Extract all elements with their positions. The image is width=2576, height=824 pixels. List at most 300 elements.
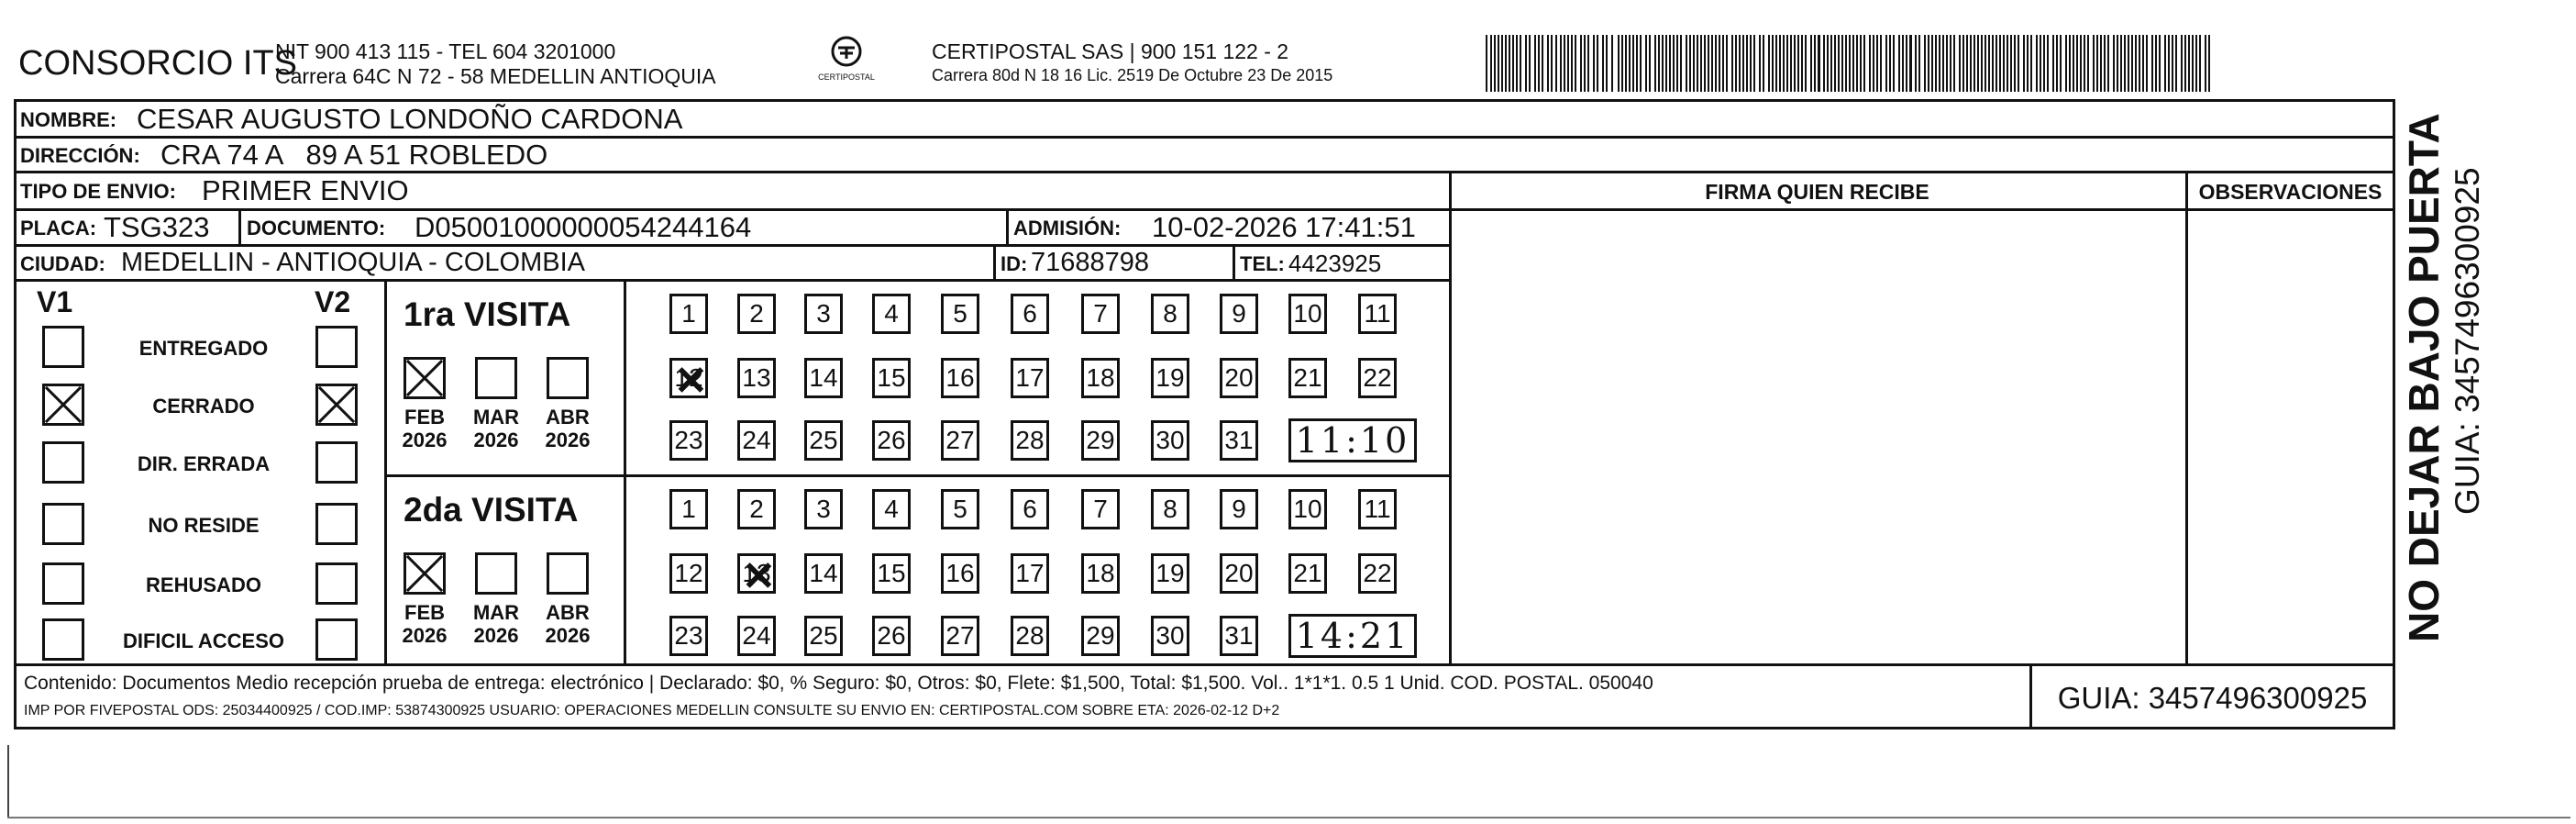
day-box[interactable]: 29 xyxy=(1081,420,1120,461)
day-box[interactable]: 3 xyxy=(804,294,843,334)
barcode-bar xyxy=(2208,35,2210,92)
day-box[interactable]: 31 xyxy=(1220,420,1258,461)
day-box[interactable]: 7 xyxy=(1081,489,1120,529)
status-label: DIFICIL ACCESO xyxy=(122,629,284,652)
direccion-value: CRA 74 A 89 A 51 ROBLEDO xyxy=(160,139,548,171)
barcode-bar xyxy=(2199,35,2201,92)
barcode-bar xyxy=(1560,35,1562,92)
tel-label: TEL: xyxy=(1240,252,1285,275)
barcode-bar xyxy=(1498,35,1499,92)
barcode-bar xyxy=(1797,35,1799,92)
barcode-bar xyxy=(1909,35,1912,92)
month-checkbox[interactable] xyxy=(547,552,589,595)
status-v1-checkbox[interactable] xyxy=(42,326,84,368)
barcode-bar xyxy=(1621,35,1623,92)
barcode-bar xyxy=(2120,35,2122,92)
day-box[interactable]: 30 xyxy=(1151,616,1189,656)
barcode-bar xyxy=(1823,35,1825,92)
day-box[interactable]: 15 xyxy=(872,358,911,398)
barcode-bar xyxy=(1580,35,1582,92)
day-box[interactable]: 8 xyxy=(1151,294,1189,334)
barcode-bar xyxy=(1746,35,1748,92)
status-label: REHUSADO xyxy=(146,573,261,596)
barcode-bar xyxy=(1810,35,1812,92)
barcode-bar xyxy=(1977,35,1979,92)
day-box[interactable]: 29 xyxy=(1081,616,1120,656)
barcode-bar xyxy=(1783,35,1785,92)
month-label: ABR 2026 xyxy=(545,406,591,452)
barcode-bar xyxy=(1722,35,1724,92)
day-box[interactable]: 20 xyxy=(1220,553,1258,594)
company-nit-line: NIT 900 413 115 - TEL 604 3201000 xyxy=(275,39,616,63)
month-checkbox[interactable] xyxy=(547,357,589,399)
barcode-bar xyxy=(2124,35,2126,92)
barcode-bar xyxy=(1658,35,1660,92)
do-not-leave-under-door-warning: NO DEJAR BAJO PUERTA xyxy=(2400,113,2448,642)
barcode-bar xyxy=(1966,35,1968,92)
day-box[interactable]: 21 xyxy=(1288,358,1327,398)
barcode-bar xyxy=(1486,35,1487,92)
month-label: ABR 2026 xyxy=(545,601,591,648)
v1-label: V1 xyxy=(37,285,73,318)
barcode-bar xyxy=(1935,35,1937,92)
certipostal-logo-icon xyxy=(813,35,880,90)
day-box[interactable]: 10 xyxy=(1288,294,1327,334)
status-v1-checkbox[interactable] xyxy=(42,503,84,545)
barcode-bar xyxy=(1673,35,1675,92)
day-box[interactable]: 18 xyxy=(1081,553,1120,594)
day-box[interactable]: 19 xyxy=(1151,358,1189,398)
contenido-text: Contenido: Documentos Medio recepción prueba de entrega: electrónico | Declarado: $0, % Seguro: $0, Otros: $0, Flete: $1,500, Total: $1,500. Vol.. 1*1*1. 0.5 1 Unid. COD. POSTAL. 050040 xyxy=(24,673,1653,694)
visit-title: 2da VISITA xyxy=(404,491,579,529)
tipo-envio-value: PRIMER ENVIO xyxy=(202,174,409,206)
barcode-bar xyxy=(1759,35,1761,92)
barcode-bar xyxy=(1632,35,1634,92)
barcode-bar xyxy=(2007,35,2008,92)
barcode-bar xyxy=(1538,35,1540,92)
barcode-bar xyxy=(1959,35,1961,92)
day-box[interactable]: 17 xyxy=(1011,358,1049,398)
status-v2-checkbox[interactable] xyxy=(315,326,358,368)
barcode-bar xyxy=(1715,35,1717,92)
barcode-bar xyxy=(2084,35,2085,92)
barcode xyxy=(1486,35,2215,92)
barcode-bar xyxy=(1873,35,1874,92)
barcode-bar xyxy=(1962,35,1964,92)
carrier-address-line: Carrera 80d N 18 16 Lic. 2519 De Octubre 23 De 2015 xyxy=(932,66,1333,84)
tel-value: 4423925 xyxy=(1288,250,1382,277)
day-box[interactable]: 4 xyxy=(872,294,911,334)
barcode-bar xyxy=(1814,35,1816,92)
status-v1-checkbox[interactable] xyxy=(42,384,84,426)
barcode-bar xyxy=(2080,35,2082,92)
barcode-bar xyxy=(1902,35,1904,92)
barcode-bar xyxy=(1636,35,1638,92)
status-v2-checkbox[interactable] xyxy=(315,562,358,605)
day-box[interactable]: 26 xyxy=(872,616,911,656)
month-checkbox[interactable] xyxy=(404,357,446,399)
day-box[interactable]: 27 xyxy=(941,420,979,461)
day-box[interactable]: 16 xyxy=(941,553,979,594)
barcode-bar xyxy=(1606,35,1608,92)
barcode-bar xyxy=(2100,35,2102,92)
barcode-bar xyxy=(2014,35,2016,92)
barcode-bar xyxy=(1704,35,1706,92)
status-v1-checkbox[interactable] xyxy=(42,562,84,605)
day-box[interactable]: 20 xyxy=(1220,358,1258,398)
barcode-bar xyxy=(1942,35,1944,92)
barcode-bar xyxy=(1490,35,1492,92)
status-v2-checkbox[interactable] xyxy=(315,503,358,545)
barcode-bar xyxy=(1629,35,1631,92)
barcode-bar xyxy=(2128,35,2129,92)
day-box[interactable]: 17 xyxy=(1011,553,1049,594)
observations-area[interactable] xyxy=(2188,211,2393,663)
barcode-bar xyxy=(1880,35,1882,92)
day-box[interactable]: 11 xyxy=(1358,489,1397,529)
month-label: FEB 2026 xyxy=(402,601,448,648)
barcode-bar xyxy=(1772,35,1774,92)
barcode-bar xyxy=(2010,35,2012,92)
nombre-label: NOMBRE: xyxy=(20,108,117,131)
status-label: NO RESIDE xyxy=(148,514,260,537)
day-box[interactable]: 15 xyxy=(872,553,911,594)
day-box[interactable]: 14 xyxy=(804,358,843,398)
barcode-bar xyxy=(1830,35,1832,92)
barcode-bar xyxy=(1946,35,1948,92)
barcode-bar xyxy=(1768,35,1770,92)
barcode-bar xyxy=(1775,35,1777,92)
barcode-bar xyxy=(1805,35,1807,92)
barcode-bar xyxy=(1992,35,1994,92)
status-label: ENTREGADO xyxy=(138,337,269,360)
barcode-bar xyxy=(1763,35,1764,92)
barcode-bar xyxy=(1970,35,1972,92)
month-checkbox[interactable] xyxy=(404,552,446,595)
barcode-bar xyxy=(1852,35,1854,92)
barcode-bar xyxy=(1988,35,1990,92)
firma-label: FIRMA QUIEN RECIBE xyxy=(1705,180,1929,204)
barcode-bar xyxy=(1834,35,1836,92)
barcode-bar xyxy=(1529,35,1531,92)
barcode-bar xyxy=(1625,35,1627,92)
barcode-bar xyxy=(1665,35,1667,92)
barcode-bar xyxy=(1564,35,1565,92)
day-box[interactable]: 24 xyxy=(737,420,776,461)
scan-edge-line xyxy=(7,745,9,818)
barcode-bar xyxy=(2060,35,2062,92)
observaciones-label: OBSERVACIONES xyxy=(2198,180,2383,204)
barcode-bar xyxy=(1680,35,1682,92)
barcode-bar xyxy=(1860,35,1862,92)
day-box[interactable]: 6 xyxy=(1011,489,1049,529)
barcode-bar xyxy=(1985,35,1986,92)
documento-value: D05001000000054244164 xyxy=(415,211,752,243)
barcode-bar xyxy=(1924,35,1926,92)
barcode-bar xyxy=(2135,35,2137,92)
day-box[interactable]: 12 ✕ xyxy=(669,358,708,398)
barcode-bar xyxy=(1863,35,1865,92)
barcode-bar xyxy=(2195,35,2197,92)
barcode-bar xyxy=(1509,35,1510,92)
id-label: ID: xyxy=(1001,252,1028,275)
logo-caption: CERTIPOSTAL xyxy=(818,72,875,82)
status-v2-checkbox[interactable] xyxy=(315,441,358,484)
admision-value: 10-02-2026 17:41:51 xyxy=(1152,211,1416,243)
barcode-bar xyxy=(1584,35,1586,92)
barcode-bar xyxy=(1516,35,1518,92)
barcode-bar xyxy=(1849,35,1851,92)
barcode-bar xyxy=(2043,35,2045,92)
barcode-bar xyxy=(1587,35,1589,92)
direccion-label: DIRECCIÓN: xyxy=(20,144,140,167)
day-box[interactable]: 1 xyxy=(669,489,708,529)
barcode-bar xyxy=(1719,35,1720,92)
visit-time: 11:10 xyxy=(1288,418,1417,462)
v2-label: V2 xyxy=(315,285,351,318)
day-box[interactable]: 8 xyxy=(1151,489,1189,529)
nombre-value: CESAR AUGUSTO LONDOÑO CARDONA xyxy=(137,103,683,135)
documento-label: DOCUMENTO: xyxy=(247,217,386,239)
barcode-bar xyxy=(1845,35,1847,92)
barcode-bar xyxy=(1996,35,1997,92)
barcode-bar xyxy=(1753,35,1755,92)
barcode-bar xyxy=(1649,35,1651,92)
barcode-bar xyxy=(2155,35,2157,92)
carrier-name-line: CERTIPOSTAL SAS | 900 151 122 - 2 xyxy=(932,39,1289,63)
day-box[interactable]: 5 xyxy=(941,294,979,334)
day-box[interactable]: 11 xyxy=(1358,294,1397,334)
barcode-bar xyxy=(2040,35,2041,92)
barcode-bar xyxy=(2036,35,2038,92)
day-box[interactable]: 24 xyxy=(737,616,776,656)
day-box[interactable]: 23 xyxy=(669,616,708,656)
day-box[interactable]: 16 xyxy=(941,358,979,398)
barcode-bar xyxy=(1611,35,1613,92)
barcode-bar xyxy=(1520,35,1521,92)
barcode-bar xyxy=(2107,35,2109,92)
barcode-bar xyxy=(2181,35,2183,92)
day-box[interactable]: 2 xyxy=(737,294,776,334)
barcode-bar xyxy=(1869,35,1871,92)
barcode-bar xyxy=(2023,35,2025,92)
barcode-bar xyxy=(1939,35,1940,92)
barcode-bar xyxy=(1597,35,1598,92)
barcode-bar xyxy=(1555,35,1557,92)
barcode-bar xyxy=(2131,35,2133,92)
barcode-bar xyxy=(1662,35,1664,92)
barcode-bar xyxy=(2096,35,2098,92)
barcode-bar xyxy=(1542,35,1543,92)
status-v2-checkbox[interactable] xyxy=(315,618,358,661)
day-box[interactable]: 27 xyxy=(941,616,979,656)
barcode-bar xyxy=(1525,35,1527,92)
barcode-bar xyxy=(1973,35,1975,92)
barcode-bar xyxy=(1827,35,1829,92)
day-box[interactable]: 31 xyxy=(1220,616,1258,656)
barcode-bar xyxy=(2052,35,2054,92)
company-address-line: Carrera 64C N 72 - 58 MEDELLIN ANTIOQUIA xyxy=(275,64,716,88)
barcode-bar xyxy=(1697,35,1698,92)
barcode-bar xyxy=(1575,35,1576,92)
barcode-bar xyxy=(1876,35,1878,92)
barcode-bar xyxy=(2093,35,2095,92)
day-box[interactable]: 22 xyxy=(1358,358,1397,398)
barcode-bar xyxy=(2069,35,2071,92)
barcode-bar xyxy=(1801,35,1803,92)
barcode-bar xyxy=(1790,35,1792,92)
day-box[interactable]: 13 xyxy=(737,358,776,398)
day-box[interactable]: 26 xyxy=(872,420,911,461)
barcode-bar xyxy=(1981,35,1983,92)
barcode-bar xyxy=(1794,35,1796,92)
barcode-bar xyxy=(2047,35,2049,92)
barcode-bar xyxy=(2087,35,2089,92)
barcode-bar xyxy=(2192,35,2194,92)
day-box[interactable]: 22 xyxy=(1358,553,1397,594)
day-box[interactable]: 13 ✕ xyxy=(737,553,776,594)
barcode-bar xyxy=(1999,35,2001,92)
barcode-bar xyxy=(1950,35,1951,92)
barcode-bar xyxy=(2139,35,2140,92)
barcode-bar xyxy=(1602,35,1604,92)
day-box[interactable]: 4 xyxy=(872,489,911,529)
scan-bottom-line xyxy=(7,817,2570,818)
certipostal-logo xyxy=(813,35,880,90)
day-box[interactable]: 3 xyxy=(804,489,843,529)
day-box[interactable]: 5 xyxy=(941,489,979,529)
barcode-bar xyxy=(2104,35,2106,92)
barcode-bar xyxy=(2146,35,2148,92)
day-box[interactable]: 9 xyxy=(1220,294,1258,334)
barcode-bar xyxy=(1885,35,1887,92)
barcode-bar xyxy=(1818,35,1820,92)
month-label: FEB 2026 xyxy=(402,406,448,452)
tipo-envio-label: TIPO DE ENVIO: xyxy=(20,180,176,203)
barcode-bar xyxy=(1494,35,1496,92)
day-box[interactable]: 30 xyxy=(1151,420,1189,461)
barcode-bar xyxy=(1739,35,1741,92)
barcode-bar xyxy=(1953,35,1955,92)
barcode-bar xyxy=(1838,35,1840,92)
barcode-bar xyxy=(2027,35,2029,92)
barcode-bar xyxy=(1689,35,1691,92)
signature-area[interactable] xyxy=(1452,211,2185,663)
day-box[interactable]: 21 xyxy=(1288,553,1327,594)
barcode-bar xyxy=(2168,35,2170,92)
footer-guia-number: GUIA: 3457496300925 xyxy=(2057,681,2368,715)
barcode-bar xyxy=(2076,35,2078,92)
status-v2-checkbox[interactable] xyxy=(315,384,358,426)
barcode-bar xyxy=(1640,35,1642,92)
day-box[interactable]: 10 xyxy=(1288,489,1327,529)
month-label: MAR 2026 xyxy=(472,601,520,648)
day-box[interactable]: 14 xyxy=(804,553,843,594)
barcode-bar xyxy=(1571,35,1573,92)
status-label: DIR. ERRADA xyxy=(137,452,271,475)
barcode-bar xyxy=(2003,35,2005,92)
barcode-bar xyxy=(1779,35,1781,92)
placa-label: PLACA: xyxy=(20,217,97,239)
status-label: CERRADO xyxy=(152,395,255,418)
barcode-bar xyxy=(2188,35,2190,92)
day-box[interactable]: 23 xyxy=(669,420,708,461)
day-box[interactable]: 28 xyxy=(1011,616,1049,656)
barcode-bar xyxy=(1931,35,1933,92)
imp-text: IMP POR FIVEPOSTAL ODS: 25034400925 / COD.IMP: 53874300925 USUARIO: OPERACIONES MEDELLIN CONSULTE SU ENVIO EN: CERTIPOSTAL.COM SOBRE ETA: 2026-02-12 D+2 xyxy=(24,703,1280,718)
day-box[interactable]: 25 xyxy=(804,420,843,461)
barcode-bar xyxy=(1731,35,1733,92)
barcode-bar xyxy=(2151,35,2153,92)
barcode-bar xyxy=(2159,35,2161,92)
barcode-bar xyxy=(1708,35,1709,92)
barcode-bar xyxy=(1686,35,1687,92)
barcode-bar xyxy=(1512,35,1514,92)
barcode-bar xyxy=(2073,35,2074,92)
barcode-bar xyxy=(2164,35,2166,92)
month-checkbox[interactable] xyxy=(475,552,517,595)
barcode-bar xyxy=(2030,35,2032,92)
barcode-bar xyxy=(1676,35,1678,92)
barcode-bar xyxy=(1669,35,1671,92)
day-box[interactable]: 6 xyxy=(1011,294,1049,334)
barcode-bar xyxy=(2184,35,2186,92)
barcode-bar xyxy=(1906,35,1907,92)
status-v1-checkbox[interactable] xyxy=(42,618,84,661)
day-box[interactable]: 19 xyxy=(1151,553,1189,594)
barcode-bar xyxy=(1505,35,1507,92)
day-box[interactable]: 2 xyxy=(737,489,776,529)
visit-title: 1ra VISITA xyxy=(404,295,571,333)
barcode-bar xyxy=(1915,35,1917,92)
barcode-bar xyxy=(1893,35,1895,92)
barcode-bar xyxy=(2065,35,2067,92)
barcode-bar xyxy=(1654,35,1656,92)
barcode-bar xyxy=(1889,35,1891,92)
side-guia-number: GUIA: 3457496300925 xyxy=(2449,167,2486,515)
ciudad-label: CIUDAD: xyxy=(20,252,105,275)
barcode-bar xyxy=(1645,35,1647,92)
barcode-bar xyxy=(2142,35,2144,92)
barcode-bar xyxy=(1750,35,1752,92)
barcode-bar xyxy=(1742,35,1744,92)
day-box[interactable]: 9 xyxy=(1220,489,1258,529)
day-box[interactable]: 7 xyxy=(1081,294,1120,334)
barcode-bar xyxy=(1693,35,1695,92)
barcode-bar xyxy=(2175,35,2177,92)
day-box[interactable]: 25 xyxy=(804,616,843,656)
barcode-bar xyxy=(1593,35,1595,92)
barcode-bar xyxy=(1700,35,1702,92)
day-box[interactable]: 18 xyxy=(1081,358,1120,398)
barcode-bar xyxy=(2205,35,2206,92)
barcode-bar xyxy=(2172,35,2173,92)
placa-value: TSG323 xyxy=(104,211,210,243)
barcode-bar xyxy=(1534,35,1536,92)
day-box[interactable]: 12 xyxy=(669,553,708,594)
month-checkbox[interactable] xyxy=(475,357,517,399)
barcode-bar xyxy=(1726,35,1728,92)
day-box[interactable]: 1 xyxy=(669,294,708,334)
barcode-bar xyxy=(2056,35,2058,92)
day-box[interactable]: 28 xyxy=(1011,420,1049,461)
barcode-bar xyxy=(2113,35,2115,92)
status-v1-checkbox[interactable] xyxy=(42,441,84,484)
barcode-bar xyxy=(2018,35,2019,92)
barcode-bar xyxy=(1928,35,1929,92)
month-label: MAR 2026 xyxy=(472,406,520,452)
barcode-bar xyxy=(1856,35,1858,92)
